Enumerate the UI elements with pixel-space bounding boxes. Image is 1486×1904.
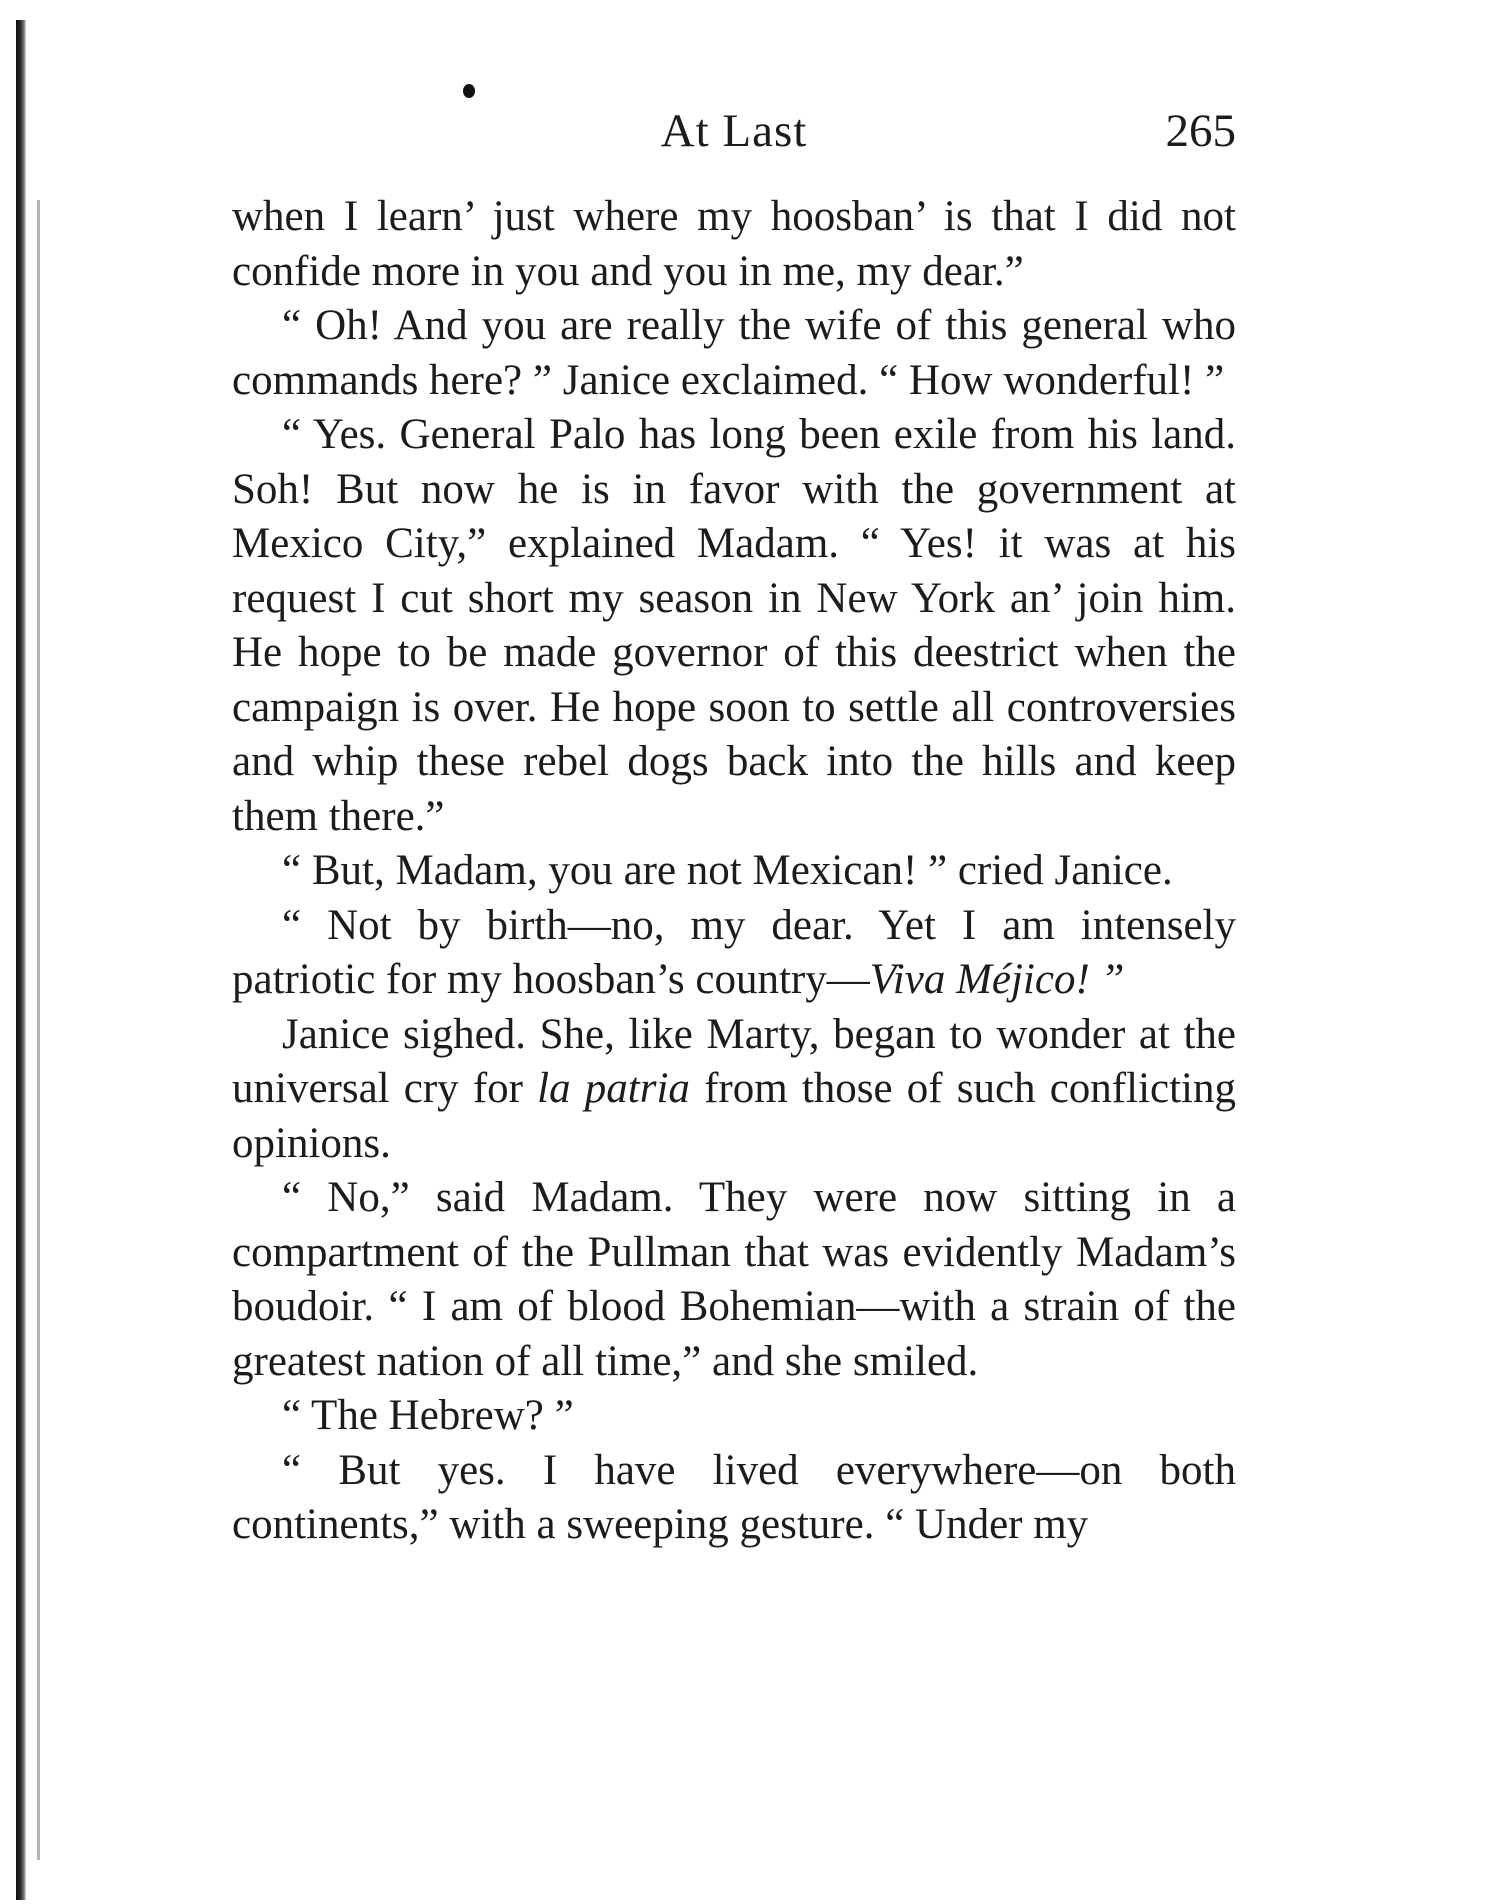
paragraph-text: “ Yes. General Palo has long been exile from his land. Soh! But now he is in favor with the government at Mexico City,” explained Madam. “ Yes! it was at his request I cut short my season in New York an’ join him. He hope to be made governor of this deestrict when the campaign is over. He hope soon to settle all controversies and whip these rebel dogs back into the hills and keep them there.”: [232, 411, 1236, 840]
paragraph-text: “ But, Madam, you are not Mexican! ” cried Janice.: [282, 847, 1173, 894]
paragraph: [232, 1008, 1236, 1172]
binding-shadow: [37, 200, 40, 1860]
paragraph-text: “ But yes. I have lived everywhere—on both continents,” with a sweeping gesture. “ Under my: [232, 1446, 1236, 1548]
print-mark: [463, 84, 475, 98]
paragraph: [232, 844, 1236, 899]
paragraph-text: when I learn’ just where my hoosban’ is that I did not confide more in you and you in me, my dear.”: [232, 193, 1236, 295]
paragraph-text: “ The Hebrew? ”: [282, 1392, 574, 1439]
italic-text: Viva Méjico! ”: [869, 956, 1125, 1003]
paragraph-text: “ Oh! And you are really the wife of this general who commands here? ” Janice exclaimed. “ How wonderful! ”: [232, 302, 1236, 404]
paragraph-text: from those of such conflicting opinions.: [232, 1065, 1236, 1167]
paragraph: [232, 1171, 1236, 1389]
paragraph: [232, 1444, 1236, 1553]
paragraph: [232, 408, 1236, 844]
paragraph-text: “ Not by birth—no, my dear. Yet I am intensely patriotic for my hoosban’s country—: [232, 901, 1236, 1003]
running-head: At Last: [660, 105, 808, 157]
page-header: [232, 104, 1236, 164]
page-number: 265: [1165, 105, 1236, 157]
paragraph: [232, 190, 1236, 299]
italic-text: la patria: [537, 1065, 690, 1112]
paragraph: [232, 299, 1236, 408]
paragraph-text: Janice sighed. She, like Marty, began to wonder at the universal cry for: [232, 1010, 1236, 1112]
body-text: [232, 190, 1236, 1553]
paragraph: [232, 899, 1236, 1008]
paragraph-text: “ No,” said Madam. They were now sitting in a compartment of the Pullman that was evidently Madam’s boudoir. “ I am of blood Bohemian—with a strain of the greatest nation of all time,” and she smiled.: [232, 1174, 1236, 1385]
paragraph: [232, 1389, 1236, 1444]
binding-edge: [16, 20, 26, 1900]
